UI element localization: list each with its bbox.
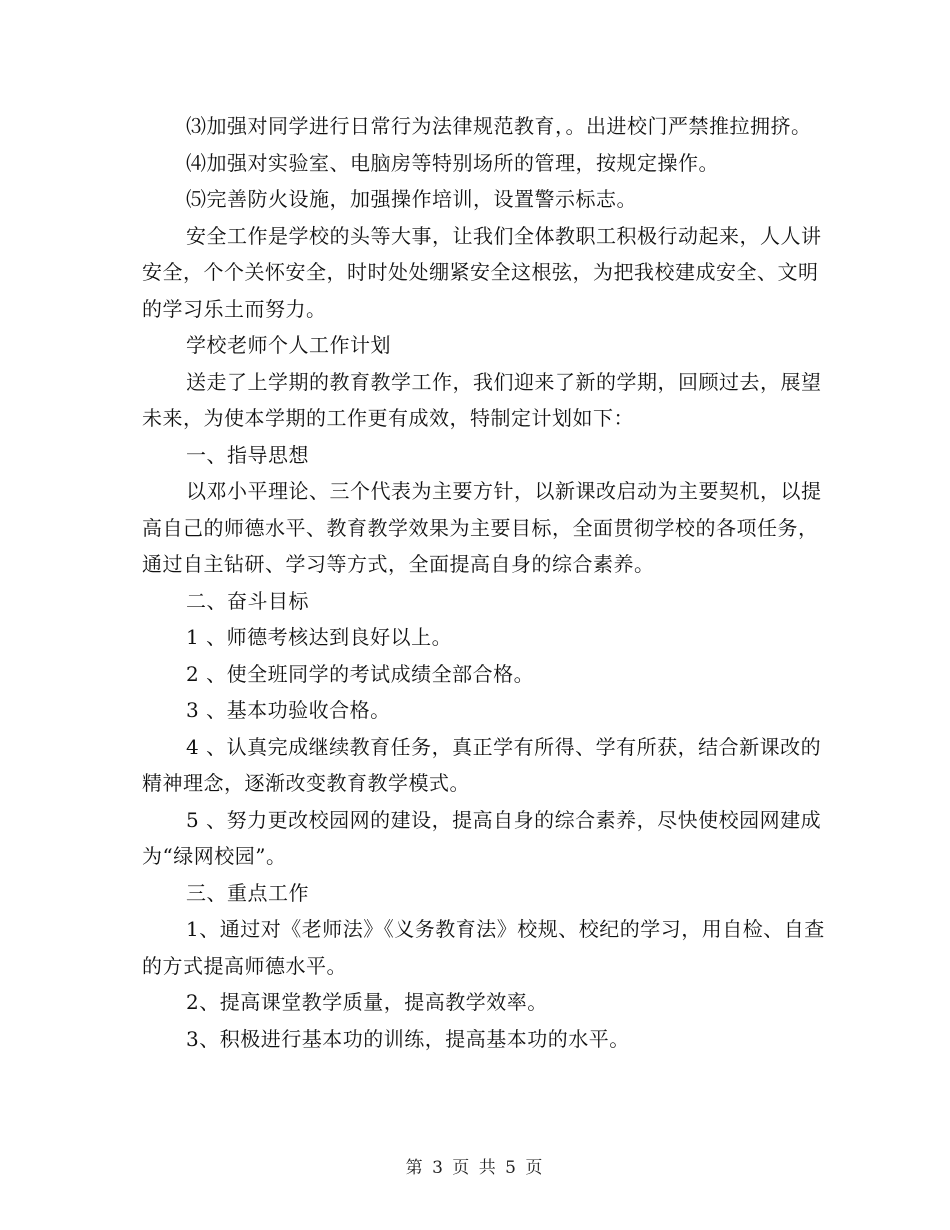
heading-guiding-thought: 一、指导思想: [186, 442, 309, 467]
goal-item-5: 5 、努力更改校园网的建设，提高自身的综合素养，尽快使校园网建成为“绿网校园”。: [142, 807, 822, 868]
goal-item-4: 4 、认真完成继续教育任务，真正学有所得、学有所获，结合新课改的精神理念，逐渐改变教育教学模式。: [142, 734, 822, 795]
paragraph-intro: 送走了上学期的教育教学工作，我们迎来了新的学期，回顾过去，展望未来，为使本学期的工作更有成效，特制定计划如下：: [142, 369, 822, 430]
goal-item-3: 3 、基本功验收合格。: [186, 698, 391, 722]
paragraph-safety-education: ⑶加强对同学进行日常行为法律规范教育，。出进校门严禁推拉拥挤。: [186, 114, 812, 138]
paragraph-safety-summary: 安全工作是学校的头等大事，让我们全体教职工积极行动起来，人人讲安全，个个关怀安全，时时处处绷紧安全这根弦，为把我校建成安全、文明的学习乐土而努力。: [142, 223, 822, 321]
goal-item-2: 2 、使全班同学的考试成绩全部合格。: [186, 661, 535, 686]
key-work-item-3: 3、积极进行基本功的训练，提高基本功的水平。: [186, 1026, 630, 1051]
paragraph-guiding-thought: 以邓小平理论、三个代表为主要方针，以新课改启动为主要契机，以提高自己的师德水平、教育教学效果为主要目标，全面贯彻学校的各项任务，通过自主钻研、学习等方式，全面提高自身的综合素养。: [142, 479, 822, 576]
document-body: [142, 108, 832, 1057]
page-number-footer: 第 3 页 共 5 页: [405, 1158, 545, 1178]
paragraph-lab-management: ⑷加强对实验室、电脑房等特别场所的管理，按规定操作。: [186, 150, 719, 175]
paragraph-fire-safety: ⑸完善防火设施，加强操作培训，设置警示标志。: [186, 187, 637, 211]
heading-key-work: 三、重点工作: [186, 880, 309, 905]
section-title-work-plan: 学校老师个人工作计划: [186, 333, 391, 357]
heading-goals: 二、奋斗目标: [186, 588, 309, 613]
goal-item-1: 1 、师德考核达到良好以上。: [186, 625, 453, 649]
key-work-item-2: 2、提高课堂教学质量，提高教学效率。: [186, 990, 548, 1014]
key-work-item-1: 1、通过对《老师法》《义务教育法》校规、校纪的学习，用自检、自查的方式提高师德水平。: [142, 917, 825, 978]
